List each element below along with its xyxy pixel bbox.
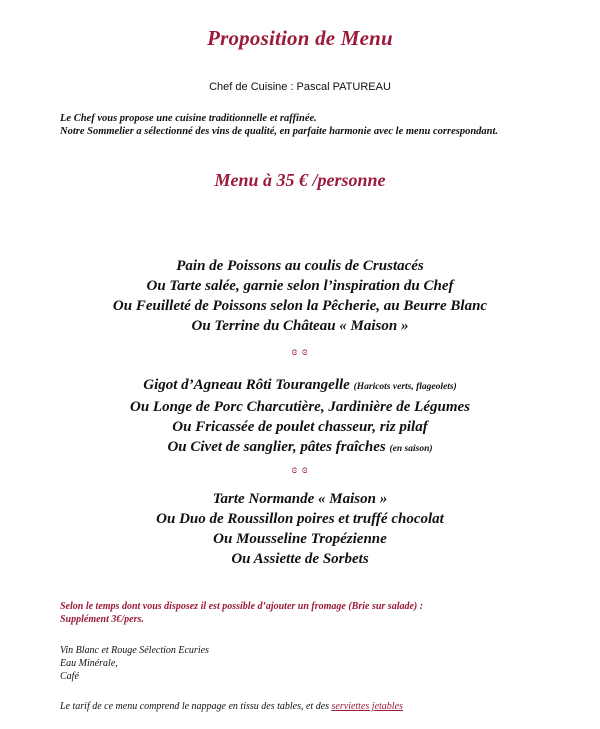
plat-name: Gigot d’Agneau Rôti Tourangelle [143,377,350,393]
drinks-list [60,644,360,683]
serviettes-link[interactable]: serviettes jetables [331,701,403,712]
footer-note [60,701,560,712]
intro-line-1: Le Chef vous propose une cuisine traditionnelle et raffinée. [60,113,317,124]
cheese-supplement [60,600,540,626]
entree-item: Ou Feuilleté de Poissons selon la Pêcherie, au Beurre Blanc [112,298,488,314]
cheese-line-2: Supplément 3€/pers. [60,614,144,625]
footer-text: Le tarif de ce menu comprend le nappage en tissu des tables, et des [60,701,332,712]
dessert-item: Ou Assiette de Sorbets [231,551,369,567]
dessert-item: Tarte Normande « Maison » [212,491,388,507]
plat-item [0,375,600,397]
menu-title: Proposition de Menu [207,26,393,50]
plats-section [0,375,600,459]
drink-item: Vin Blanc et Rouge Sélection Ecuries [60,645,209,656]
entree-item: Pain de Poissons au coulis de Crustacés [176,258,424,274]
plat-item: Ou Fricassée de poulet chasseur, riz pilaf [172,419,428,435]
menu-price: Menu à 35 € /personne [214,170,386,190]
drink-item: Café [60,671,79,682]
entree-item: Ou Terrine du Château « Maison » [191,318,409,334]
plat-item [0,437,600,459]
ornament-divider-icon: ɞ ɞ [291,462,309,476]
intro-text [60,112,540,138]
dessert-item: Ou Duo de Roussillon poires et truffé chocolat [156,511,444,527]
intro-line-2: Notre Sommelier a sélectionné des vins de qualité, en parfaite harmonie avec le menu correspondant. [60,126,499,137]
plat-name: Ou Civet de sanglier, pâtes fraîches [167,439,386,455]
plat-note: (en saison) [389,444,433,454]
drink-item: Eau Minérale, [60,658,118,669]
dessert-item: Ou Mousseline Tropézienne [213,531,387,547]
chef-line: Chef de Cuisine : Pascal PATUREAU [209,81,391,93]
plat-item: Ou Longe de Porc Charcutière, Jardinière de Légumes [130,399,470,415]
cheese-line-1: Selon le temps dont vous disposez il est possible d’ajouter un fromage (Brie sur salade) : [60,601,424,612]
entrees-section [0,256,600,336]
ornament-divider-icon: ɞ ɞ [291,344,309,358]
plat-note: (Haricots verts, flageolets) [353,382,457,392]
entree-item: Ou Tarte salée, garnie selon l’inspiration du Chef [146,278,454,294]
desserts-section [0,489,600,569]
